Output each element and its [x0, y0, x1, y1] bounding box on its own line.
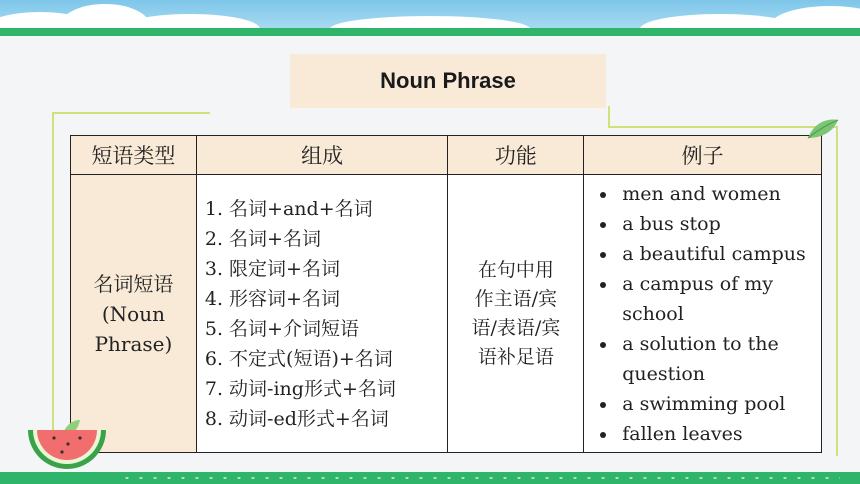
formation-item: 6. 不定式(短语)+名词 — [204, 347, 393, 370]
leaf-icon — [806, 116, 840, 142]
example-item: • a bus stop — [618, 209, 817, 239]
examples-list — [584, 179, 817, 449]
header-phrase-type: 短语类型 — [71, 136, 197, 175]
page-title: Noun Phrase — [290, 54, 606, 108]
formation-item: 8. 动词-ed形式+名词 — [204, 407, 389, 430]
frame-line — [52, 112, 54, 432]
function-line: 语补足语 — [477, 345, 554, 368]
function-cell — [448, 175, 584, 453]
frame-line — [836, 126, 838, 456]
formation-item: 3. 限定词+名词 — [204, 257, 340, 280]
formation-item: 7. 动词-ing形式+名词 — [204, 377, 396, 400]
phrase-type-line: 名词短语 — [93, 271, 174, 296]
formation-item: 2. 名词+名词 — [204, 227, 321, 250]
example-item: • a campus of my school — [618, 269, 817, 329]
example-item: • fallen leaves — [618, 419, 817, 449]
formation-item: 1. 名词+and+名词 — [204, 197, 373, 220]
bottom-stripe — [0, 472, 860, 484]
example-item: • a swimming pool — [618, 389, 817, 419]
table-header-row — [71, 136, 822, 175]
bottom-dots — [120, 474, 840, 482]
function-line: 语/表语/宾 — [471, 316, 561, 339]
example-item: • a solution to the question — [618, 329, 817, 389]
formation-item: 4. 形容词+名词 — [204, 287, 340, 310]
noun-phrase-table — [70, 135, 822, 453]
function-line: 在句中用 — [477, 258, 554, 281]
top-stripe — [0, 28, 860, 36]
header-examples: 例子 — [584, 136, 822, 175]
table-row — [71, 175, 822, 453]
phrase-type-line: Phrase) — [94, 331, 173, 356]
frame-line — [608, 126, 838, 128]
header-formation: 组成 — [196, 136, 448, 175]
example-item: • men and women — [618, 179, 817, 209]
sky-banner — [0, 0, 860, 30]
example-item: • a beautiful campus — [618, 239, 817, 269]
frame-line — [52, 112, 210, 114]
phrase-type-line: (Noun — [101, 301, 165, 326]
header-function: 功能 — [448, 136, 584, 175]
formation-item: 5. 名词+介词短语 — [204, 317, 359, 340]
function-line: 作主语/宾 — [474, 287, 558, 310]
formation-cell — [196, 175, 448, 453]
watermelon-icon — [24, 430, 110, 470]
cloud-icon — [770, 6, 860, 30]
frame-line — [608, 106, 610, 126]
phrase-type-cell — [71, 175, 197, 453]
examples-cell — [584, 175, 822, 453]
